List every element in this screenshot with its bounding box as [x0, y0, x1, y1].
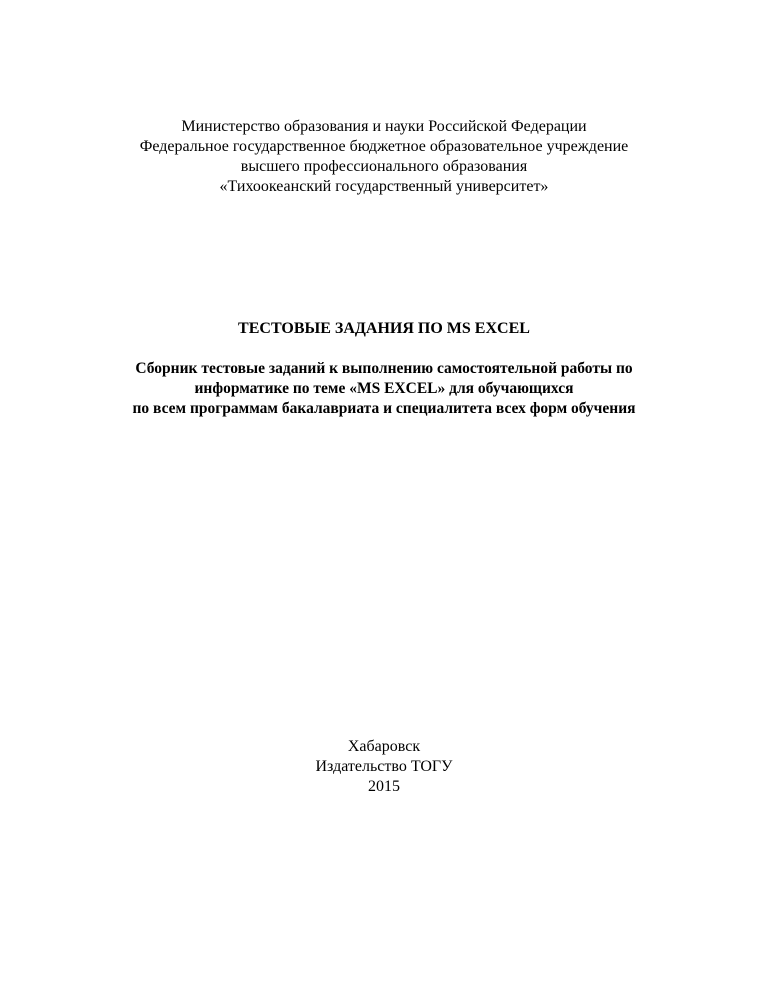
university-name-line: «Тихоокеанский государственный университет» — [219, 178, 549, 195]
institution-type-line: Федеральное государственное бюджетное образовательное учреждение — [139, 138, 629, 155]
document-title: ТЕСТОВЫЕ ЗАДАНИЯ ПО MS EXCEL — [238, 320, 530, 337]
year: 2015 — [368, 778, 400, 795]
subtitle-line-2: информатике по теме «MS EXCEL» для обучающихся — [194, 380, 574, 397]
education-level-line: высшего профессионального образования — [240, 158, 528, 175]
ministry-line: Министерство образования и науки Российской Федерации — [181, 118, 587, 135]
publication-footer — [0, 737, 768, 797]
publisher: Издательство ТОГУ — [315, 758, 453, 775]
document-subtitle — [0, 359, 768, 419]
institution-header — [0, 117, 768, 197]
subtitle-line-1: Сборник тестовые заданий к выполнению самостоятельной работы по — [135, 360, 633, 377]
city: Хабаровск — [347, 738, 421, 755]
subtitle-line-3: по всем программам бакалавриата и специалитета всех форм обучения — [132, 400, 636, 417]
